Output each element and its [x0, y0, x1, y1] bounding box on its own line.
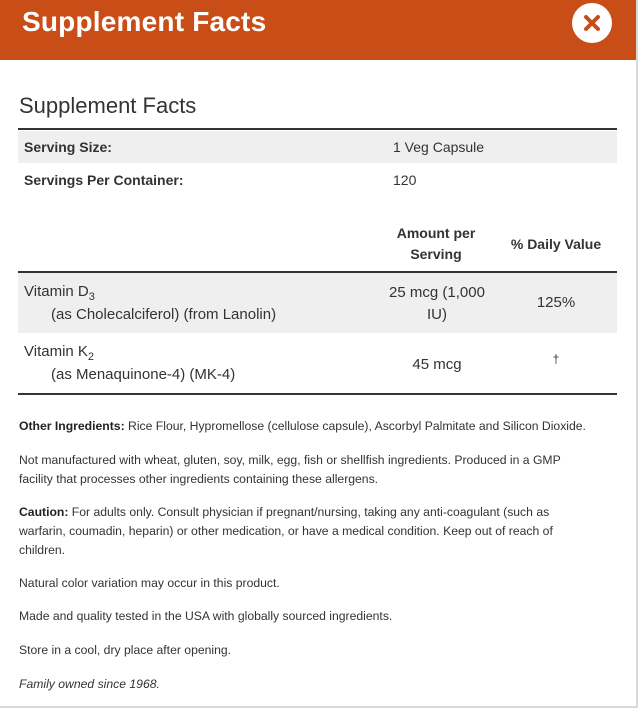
daily-value-header: % Daily Value — [510, 236, 602, 252]
nutrient-row — [18, 333, 617, 393]
color-variation-note: Natural color variation may occur in this product. — [19, 576, 280, 590]
made-in-usa-note: Made and quality tested in the USA with globally sourced ingredients. — [19, 609, 393, 623]
nutrient-name: Vitamin $D_3$ — [24, 283, 95, 303]
serving-size-value: 1 Veg Capsule — [393, 139, 485, 155]
caution-line — [19, 503, 619, 522]
close-icon — [583, 14, 601, 32]
modal-header — [0, 0, 636, 60]
amount-header-line2: Serving — [410, 246, 462, 262]
caution-text: For adults only. Consult physician if pregnant/nursing, taking any anti-coagulant (such as — [68, 505, 550, 519]
amount-header-line1: Amount per — [396, 225, 476, 241]
nutrient-source: (as Menaquinone-4) (MK-4) — [51, 366, 236, 383]
panel-title: Supplement Facts — [19, 93, 197, 118]
nutrient-name: Vitamin $K_2$ — [24, 343, 95, 363]
other-ingredients-text: Rice Flour, Hypromellose (cellulose capsule), Ascorbyl Palmitate and Silicon Dioxide. — [124, 419, 586, 433]
storage-note: Store in a cool, dry place after opening. — [19, 643, 232, 657]
caution-line: children. — [19, 543, 66, 557]
other-ingredients-label: Other Ingredients: — [19, 419, 125, 433]
allergen-statement — [19, 451, 619, 489]
servings-label: Servings Per Container: — [24, 172, 184, 188]
nutrient-amount-line1: 25 mcg (1,000 — [389, 284, 485, 301]
serving-size-row — [18, 131, 617, 163]
nutrient-amount-line2: IU) — [427, 306, 447, 323]
caution-statement — [19, 503, 619, 560]
family-owned-note: Family owned since 1968. — [19, 677, 160, 691]
nutrient-daily-value: 125% — [536, 294, 576, 311]
close-button[interactable] — [572, 3, 612, 43]
nutrient-amount: 45 mcg — [412, 356, 462, 373]
other-ingredients — [19, 417, 619, 436]
modal-title: Supplement Facts — [22, 6, 267, 37]
serving-size-label: Serving Size: — [24, 139, 112, 155]
caution-line: warfarin, coumadin, heparin) or other medication, or have a medical condition. Keep out of reach of — [19, 524, 553, 538]
allergen-line: Not manufactured with wheat, gluten, soy, milk, egg, fish or shellfish ingredients. Produced in a GMP — [19, 453, 561, 467]
allergen-line: facility that processes other ingredients containing these allergens. — [19, 472, 379, 486]
nutrient-amount — [378, 282, 496, 326]
amount-per-serving-header — [380, 223, 492, 265]
nutrient-row — [18, 273, 617, 333]
servings-per-container-row — [18, 163, 617, 195]
top-rule — [18, 128, 617, 130]
caution-label: Caution: — [19, 505, 69, 519]
bottom-rule — [18, 393, 617, 395]
nutrient-source: (as Cholecalciferol) (from Lanolin) — [51, 306, 277, 323]
nutrient-daily-value: † — [552, 352, 560, 366]
servings-value: 120 — [393, 172, 417, 188]
